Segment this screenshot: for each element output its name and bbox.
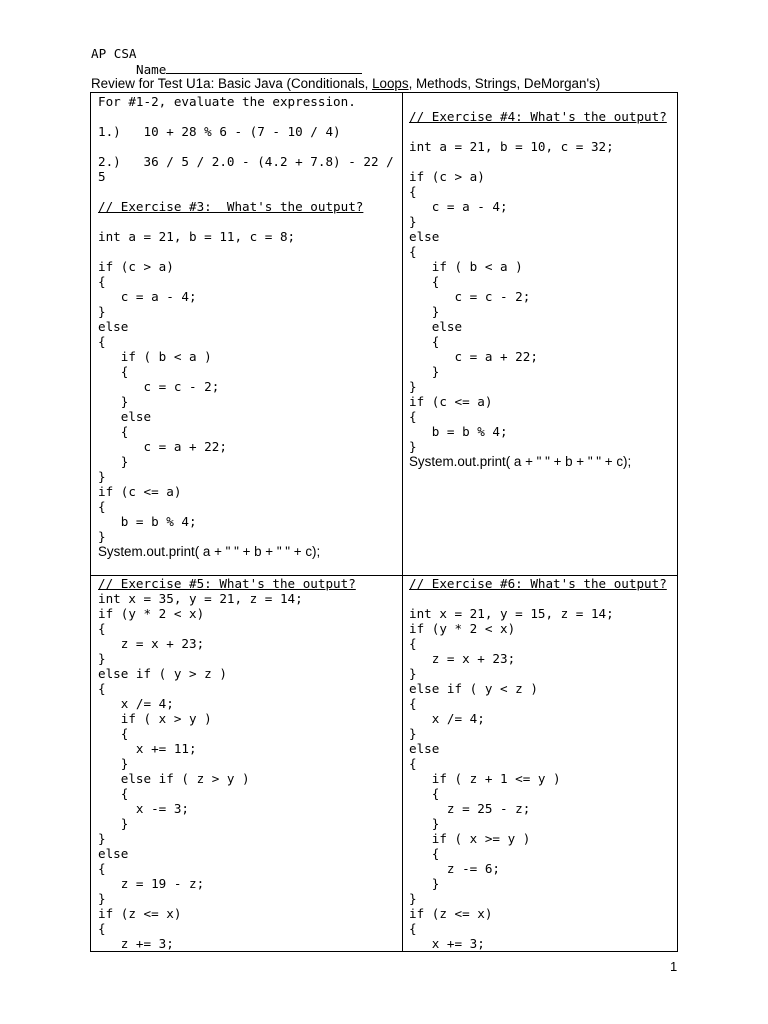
code-line: { [98, 499, 106, 514]
code-line: if ( x > y ) [98, 711, 212, 726]
code-line: } [98, 756, 129, 771]
name-blank-line [166, 61, 362, 74]
code-line: else [409, 229, 440, 244]
code-line: { [409, 334, 440, 349]
code-line: { [409, 274, 440, 289]
code-line: } [98, 454, 129, 469]
code-line: if (c > a) [409, 169, 485, 184]
code-line: { [409, 756, 417, 771]
code-line: } [98, 891, 106, 906]
code-line: System.out.print( a + " " + b + " " + c); [409, 454, 632, 469]
code-line: { [409, 846, 440, 861]
code-line: else [98, 409, 152, 424]
code-line: x += 11; [98, 741, 197, 756]
code-line: { [409, 244, 417, 259]
code-line: else if ( y < z ) [409, 681, 538, 696]
code-line: else if ( y > z ) [98, 666, 227, 681]
code-line: z = x + 23; [409, 651, 516, 666]
code-line: } [98, 394, 129, 409]
code-line: b = b % 4; [409, 424, 508, 439]
code-line: if (c <= a) [409, 394, 493, 409]
code-line: { [98, 334, 106, 349]
code-line: else [409, 741, 440, 756]
code-line: } [98, 816, 129, 831]
code-line: 2.) 36 / 5 / 2.0 - (4.2 + 7.8) - 22 / [98, 154, 394, 169]
code-line: } [409, 214, 417, 229]
cell-exercise-6 [409, 576, 667, 951]
code-line: { [98, 921, 106, 936]
code-line: else [98, 319, 129, 334]
code-line: } [409, 816, 440, 831]
code-line: z += 3; [98, 936, 174, 951]
code-line: if (y * 2 < x) [98, 606, 205, 621]
code-line: x /= 4; [409, 711, 485, 726]
code-line: c = a + 22; [98, 439, 227, 454]
code-line: x += 3; [409, 936, 485, 951]
code-line: } [409, 379, 417, 394]
code-line: { [409, 636, 417, 651]
code-line: if (z <= x) [98, 906, 182, 921]
code-line: 1.) 10 + 28 % 6 - (7 - 10 / 4) [98, 124, 341, 139]
code-line [409, 154, 667, 169]
code-line: if (c > a) [98, 259, 174, 274]
exercise-table [90, 92, 678, 952]
code-line: // Exercise #4: What's the output? [409, 109, 667, 124]
code-line: { [98, 861, 106, 876]
code-line: c = a - 4; [409, 199, 508, 214]
table-column-divider [402, 93, 403, 951]
code-line: } [98, 651, 106, 666]
code-line: x /= 4; [98, 696, 174, 711]
code-line [98, 109, 394, 124]
code-line: } [409, 364, 440, 379]
code-line: } [409, 304, 440, 319]
code-line: 5 [98, 169, 106, 184]
code-line [98, 214, 394, 229]
code-line: z -= 6; [409, 861, 500, 876]
code-line: // Exercise #3: What's the output? [98, 199, 364, 214]
code-line: { [409, 921, 417, 936]
code-line: b = b % 4; [98, 514, 197, 529]
code-line: } [409, 439, 417, 454]
course-label: AP CSA [91, 46, 137, 61]
code-line: { [98, 424, 129, 439]
title-loops: Loops [372, 76, 409, 91]
code-line: c = c - 2; [409, 289, 531, 304]
code-line: int x = 21, y = 15, z = 14; [409, 606, 614, 621]
code-line: int x = 35, y = 21, z = 14; [98, 591, 303, 606]
code-line: int a = 21, b = 10, c = 32; [409, 139, 614, 154]
code-line: } [409, 726, 417, 741]
code-line: z = 19 - z; [98, 876, 205, 891]
code-line: } [409, 876, 440, 891]
code-line [409, 124, 667, 139]
cell-exercise-5 [98, 576, 356, 951]
code-line [98, 184, 394, 199]
code-line: int a = 21, b = 11, c = 8; [98, 229, 296, 244]
code-line: if (y * 2 < x) [409, 621, 516, 636]
name-field [136, 61, 362, 77]
code-line: } [409, 891, 417, 906]
code-line: c = a - 4; [98, 289, 197, 304]
code-line: { [409, 786, 440, 801]
code-line: } [98, 469, 106, 484]
code-line [98, 244, 394, 259]
code-line: { [98, 681, 106, 696]
code-line: For #1-2, evaluate the expression. [98, 94, 356, 109]
code-line: c = c - 2; [98, 379, 220, 394]
code-line: } [409, 666, 417, 681]
code-line [98, 139, 394, 154]
code-line: { [98, 621, 106, 636]
code-line: { [98, 274, 106, 289]
code-line: { [98, 786, 129, 801]
cell-exercise-4 [409, 109, 667, 469]
code-line: // Exercise #6: What's the output? [409, 576, 667, 591]
page-number: 1 [670, 959, 678, 974]
code-line: { [409, 184, 417, 199]
code-line: else if ( z > y ) [98, 771, 250, 786]
code-line: System.out.print( a + " " + b + " " + c); [98, 544, 321, 559]
cell-exercises-1-3 [98, 94, 394, 559]
code-line: if ( x >= y ) [409, 831, 531, 846]
code-line: } [98, 304, 106, 319]
code-line: if ( z + 1 <= y ) [409, 771, 561, 786]
code-line: { [98, 726, 129, 741]
code-line: if (z <= x) [409, 906, 493, 921]
code-line: { [98, 364, 129, 379]
code-line: else [98, 846, 129, 861]
title-part-1: Review for Test U1a: Basic Java (Conditionals, [91, 76, 373, 91]
code-line: { [409, 409, 417, 424]
code-line: if (c <= a) [98, 484, 182, 499]
code-line: // Exercise #5: What's the output? [98, 576, 356, 591]
code-line: if ( b < a ) [409, 259, 523, 274]
code-line [409, 591, 667, 606]
title-part-2: , Methods, Strings, DeMorgan's) [408, 76, 601, 91]
code-line: if ( b < a ) [98, 349, 212, 364]
name-label: Name [136, 62, 167, 77]
review-title [91, 76, 600, 91]
code-line: } [98, 529, 106, 544]
code-line: c = a + 22; [409, 349, 538, 364]
code-line: z = x + 23; [98, 636, 205, 651]
code-line: } [98, 831, 106, 846]
code-line: x -= 3; [98, 801, 189, 816]
code-line: { [409, 696, 417, 711]
code-line: else [409, 319, 463, 334]
code-line: z = 25 - z; [409, 801, 531, 816]
